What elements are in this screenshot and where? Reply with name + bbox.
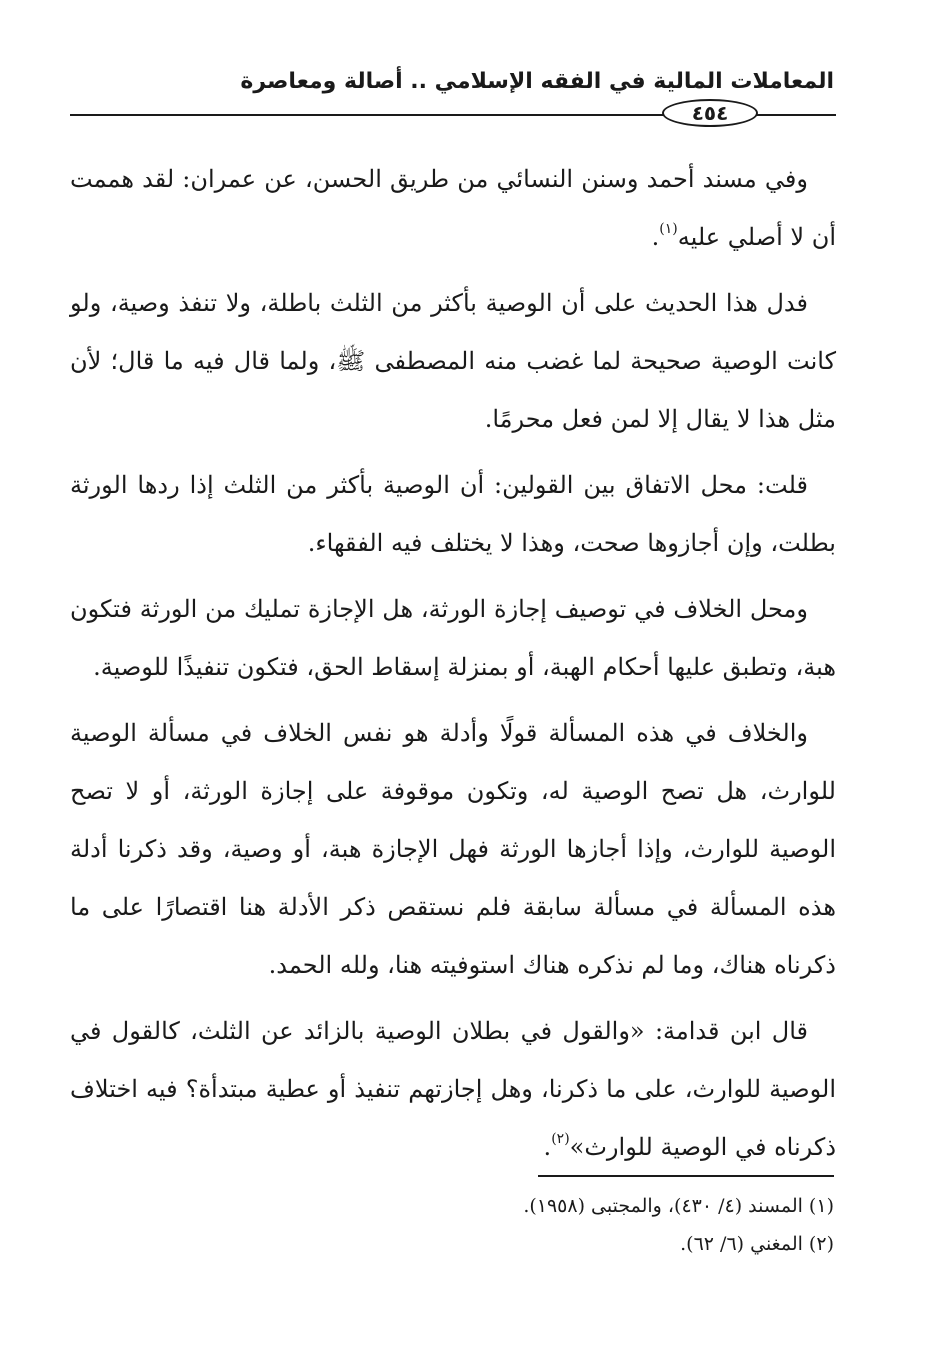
paragraph-text: والخلاف في هذه المسألة قولًا وأدلة هو نفس الخلاف في مسألة الوصية للوارث، هل تصح الوصية له، وتكون موقوفة على إجازة الورثة، أو لا تصح الوصية للوارث، وإذا أجازها الورثة فهل الإجازة هبة، أو وصية، وقد ذكرنا أدلة هذه المسألة في مسألة سابقة فلم نستقص ذكر الأدلة هنا اقتصارًا على ما ذكرناه هناك، وما لم نذكره هناك استوفيته هنا، ولله الحمد. [70, 719, 836, 979]
paragraph-text: قلت: محل الاتفاق بين القولين: أن الوصية بأكثر من الثلث إذا ردها الورثة بطلت، وإن أجازوها صحت، وهذا لا يختلف فيه الفقهاء. [70, 471, 836, 557]
paragraph [70, 580, 836, 696]
paragraph-text: ومحل الخلاف في توصيف إجازة الورثة، هل الإجازة تمليك من الورثة فتكون هبة، وتطبق عليها أحكام الهبة، أو بمنزلة إسقاط الحق، فتكون تنفيذًا للوصية. [70, 595, 836, 681]
page-number: ٤٥٤ [662, 99, 758, 127]
paragraph-end: . [543, 1133, 552, 1161]
paragraph-text: فدل هذا الحديث على أن الوصية بأكثر من الثلث باطلة، ولا تنفذ وصية، ولو كانت الوصية صحيحة لما غضب منه المصطفى ﷺ، ولما قال فيه ما قال؛ لأن مثل هذا لا يقال إلا لمن فعل محرمًا. [70, 289, 837, 433]
paragraph-text: قال ابن قدامة: «والقول في بطلان الوصية بالزائد عن الثلث، كالقول في الوصية للوارث، على ما ذكرنا، وهل إجازتهم تنفيذ أو عطية مبتدأة؟ فيه اختلاف ذكرناه في الوصية للوارث» [70, 1017, 836, 1161]
paragraph [70, 704, 836, 994]
footnote: (١) المسند (٤/ ٤٣٠)، والمجتبى (١٩٥٨). [523, 1195, 834, 1217]
main-text [70, 150, 836, 1184]
paragraph-end: . [651, 223, 660, 251]
footnote-ref: (٢) [551, 1131, 570, 1147]
footnote-ref: (١) [659, 221, 678, 237]
paragraph [70, 456, 836, 572]
footnote-rule [538, 1175, 834, 1177]
paragraph [70, 1002, 836, 1176]
paragraph [70, 150, 836, 266]
running-title: المعاملات المالية في الفقه الإسلامي .. أصالة ومعاصرة [240, 69, 834, 94]
footnotes [72, 1187, 834, 1263]
paragraph [70, 274, 836, 448]
paragraph-text: وفي مسند أحمد وسنن النسائي من طريق الحسن، عن عمران: لقد هممت أن لا أصلي عليه [70, 165, 836, 251]
footnote: (٢) المغني (٦/ ٦٢). [680, 1233, 834, 1255]
